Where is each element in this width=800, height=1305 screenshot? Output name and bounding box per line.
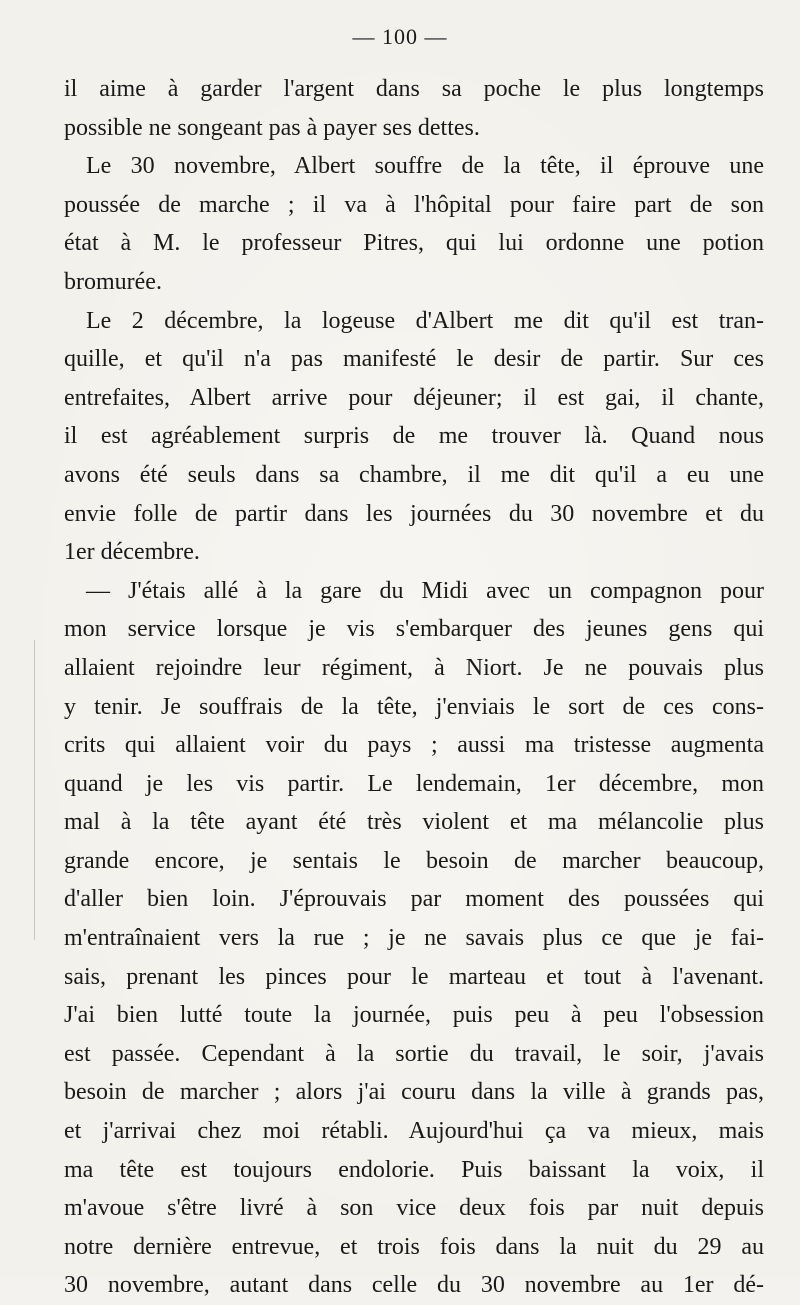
text-line: allaient rejoindre leur régiment, à Niort. Je ne pouvais plus	[64, 654, 764, 681]
text-line: sais, prenant les pinces pour le marteau et tout à l'avenant.	[64, 963, 764, 990]
pencil-margin-mark	[34, 640, 35, 940]
text-line: il est agréablement surpris de me trouver là. Quand nous	[64, 423, 764, 450]
text-line: mon service lorsque je vis s'embarquer des jeunes gens qui	[64, 616, 764, 643]
page-number: — 100 —	[352, 24, 448, 49]
text-line: J'ai bien lutté toute la journée, puis peu à peu l'obsession	[64, 1002, 764, 1029]
text-line: état à M. le professeur Pitres, qui lui ordonne une potion	[64, 230, 764, 257]
text-line: besoin de marcher ; alors j'ai couru dans la ville à grands pas,	[64, 1079, 764, 1106]
text-line: avons été seuls dans sa chambre, il me dit qu'il a eu une	[64, 461, 764, 488]
text-line: Le 2 décembre, la logeuse d'Albert me dit qu'il est tran-	[86, 307, 764, 334]
text-line: il aime à garder l'argent dans sa poche le plus longtemps	[64, 76, 764, 102]
text-line: mal à la tête ayant été très violent et ma mélancolie plus	[64, 809, 764, 836]
text-line: est passée. Cependant à la sortie du travail, le soir, j'avais	[64, 1040, 764, 1067]
text-line: d'aller bien loin. J'éprouvais par moment des poussées qui	[64, 886, 764, 913]
text-line: quille, et qu'il n'a pas manifesté le desir de partir. Sur ces	[64, 346, 764, 373]
text-line: — J'étais allé à la gare du Midi avec un compagnon pour	[86, 577, 764, 604]
text-line: m'avoue s'être livré à son vice deux fois par nuit depuis	[64, 1195, 764, 1222]
text-line: quand je les vis partir. Le lendemain, 1er décembre, mon	[64, 770, 764, 797]
text-line: possible ne songeant pas à payer ses dettes.	[64, 114, 480, 141]
text-line: crits qui allaient voir du pays ; aussi ma tristesse augmenta	[64, 732, 764, 759]
text-line: 30 novembre, autant dans celle du 30 novembre au 1er dé-	[64, 1272, 764, 1299]
text-line: ma tête est toujours endolorie. Puis baissant la voix, il	[64, 1156, 764, 1183]
text-line: 1er décembre.	[64, 539, 200, 566]
text-line: grande encore, je sentais le besoin de marcher beaucoup,	[64, 847, 764, 874]
text-line: Le 30 novembre, Albert souffre de la tête, il éprouve une	[86, 153, 764, 180]
text-line: envie folle de partir dans les journées du 30 novembre et du	[64, 500, 764, 527]
text-line: bromurée.	[64, 268, 162, 295]
text-line: et j'arrivai chez moi rétabli. Aujourd'hui ça va mieux, mais	[64, 1118, 764, 1145]
text-line: y tenir. Je souffrais de la tête, j'enviais le sort de ces cons-	[64, 693, 764, 720]
text-line: entrefaites, Albert arrive pour déjeuner; il est gai, il chante,	[64, 384, 764, 411]
text-line: poussée de marche ; il va à l'hôpital pour faire part de son	[64, 191, 764, 218]
text-line: m'entraînaient vers la rue ; je ne savais plus ce que je fai-	[64, 925, 764, 952]
body-text	[64, 70, 764, 1305]
text-line: notre dernière entrevue, et trois fois dans la nuit du 29 au	[64, 1233, 764, 1260]
